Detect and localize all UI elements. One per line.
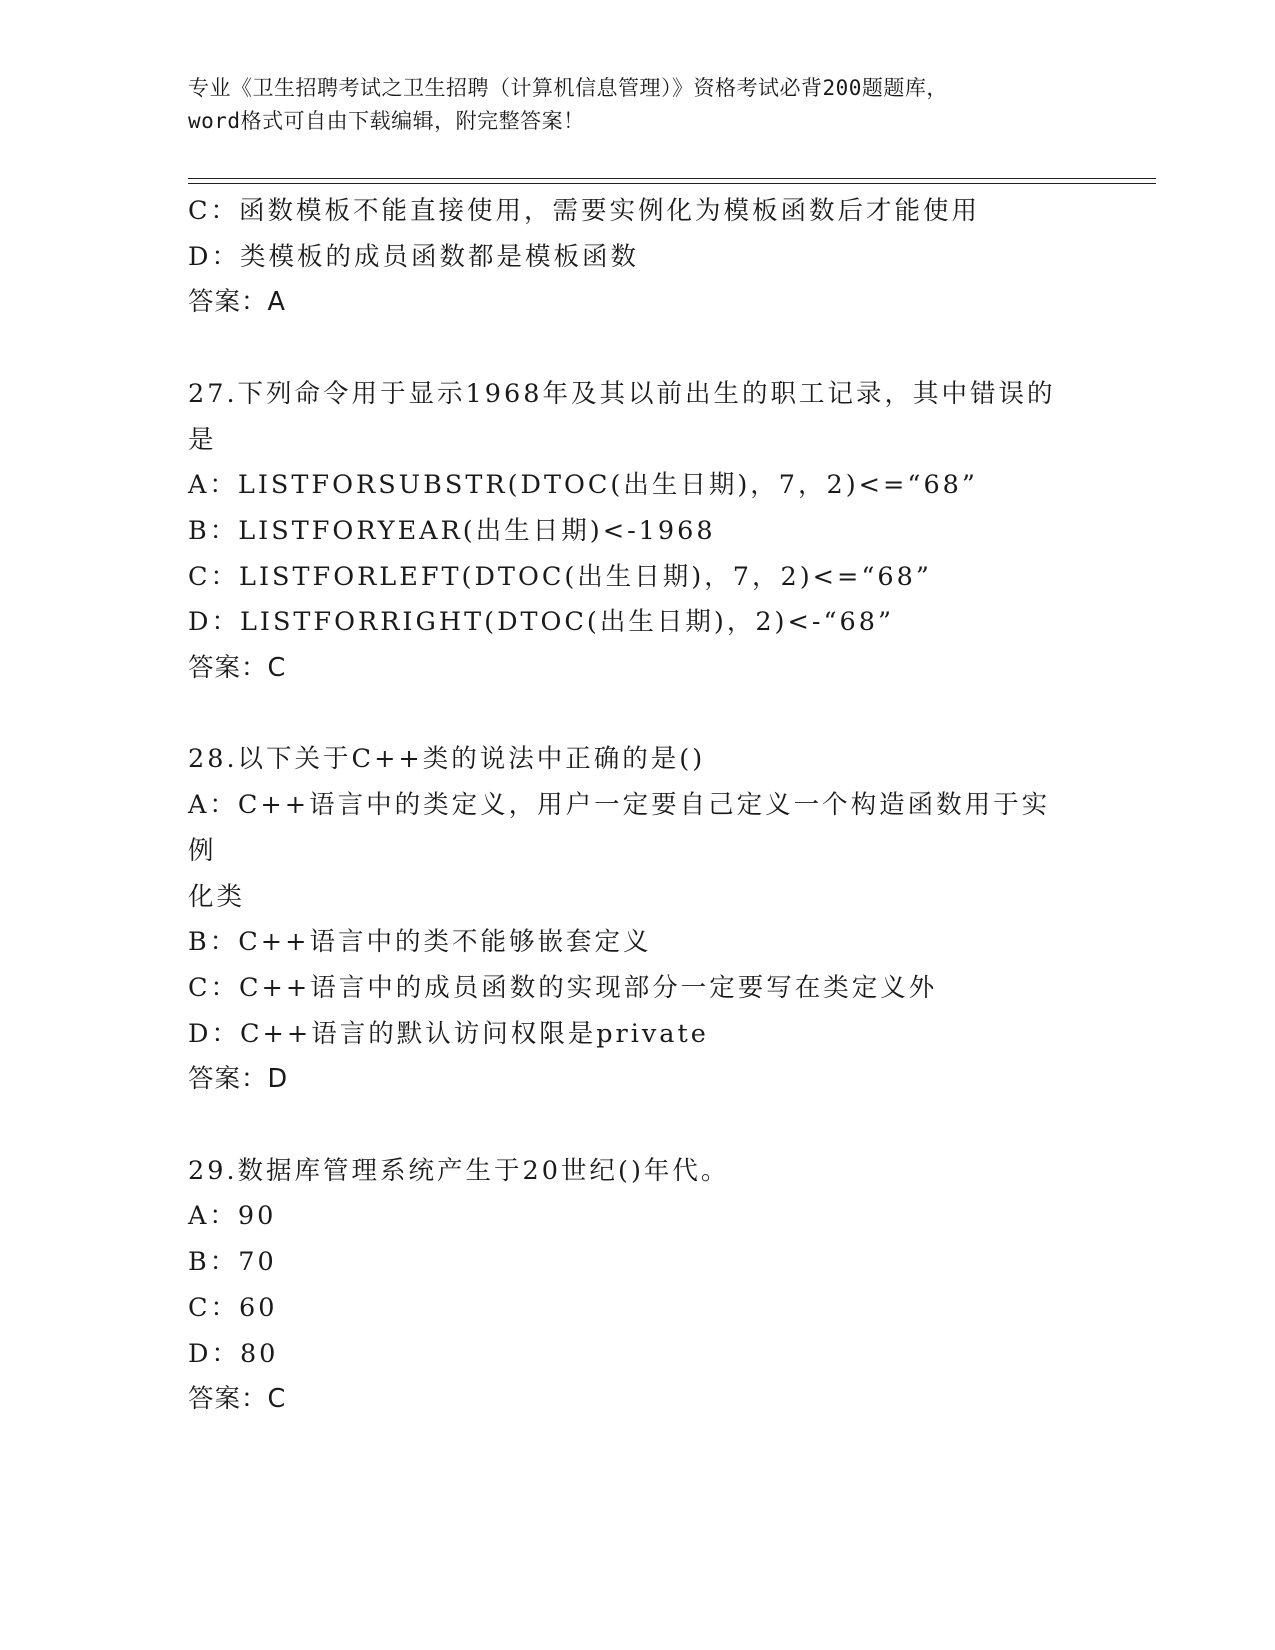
question-block-26 [188, 189, 1068, 326]
answer-line: 答案：C [188, 653, 287, 684]
document-body [188, 189, 1068, 1423]
answer-line: 答案：D [188, 1064, 289, 1095]
header-line-1: 专业《卫生招聘考试之卫生招聘（计算机信息管理）》资格考试必背200题题库， [188, 76, 948, 100]
question-stem: 27.下列命令用于显示1968年及其以前出生的职工记录，其中错误的 [188, 378, 1056, 409]
question-block-27 [188, 372, 1068, 692]
option-a: A：90 [188, 1201, 277, 1232]
answer-line: 答案：C [188, 1384, 287, 1415]
spacer [188, 1103, 1068, 1149]
question-stem: 29.数据库管理系统产生于20世纪()年代。 [188, 1155, 730, 1186]
option-c: C：60 [188, 1292, 278, 1323]
option-a: A：LISTFORSUBSTR(DTOC(出生日期)，7，2)<=“68” [188, 470, 978, 501]
option-d: D：LISTFORRIGHT(DTOC(出生日期)，2)<-“68” [188, 607, 895, 638]
option-b: B：LISTFORYEAR(出生日期)<-1968 [188, 515, 716, 546]
spacer [188, 692, 1068, 738]
option-d: D：类模板的成员函数都是模板函数 [188, 241, 639, 272]
option-d: D：C++语言的默认访问权限是private [188, 1018, 709, 1049]
answer-line: 答案：A [188, 287, 286, 318]
question-block-28 [188, 737, 1068, 1103]
question-block-29 [188, 1149, 1068, 1423]
option-a: A：C++语言中的类定义，用户一定要自己定义一个构造函数用于实例 [188, 790, 1051, 866]
option-c: C：C++语言中的成员函数的实现部分一定要写在类定义外 [188, 972, 938, 1003]
option-b: B：C++语言中的类不能够嵌套定义 [188, 927, 652, 958]
option-d: D：80 [188, 1338, 279, 1369]
question-stem: 28.以下关于C++类的说法中正确的是() [188, 744, 706, 775]
option-c: C：函数模板不能直接使用，需要实例化为模板函数后才能使用 [188, 196, 981, 226]
header-divider-bottom [188, 183, 1156, 184]
header-line-2: word格式可自由下载编辑，附完整答案！ [188, 109, 585, 133]
option-c: C：LISTFORLEFT(DTOC(出生日期)，7，2)<=“68” [188, 561, 932, 592]
header-divider-top [188, 178, 1156, 179]
spacer [188, 326, 1068, 372]
option-a-continued: 化类 [188, 881, 246, 912]
option-b: B：70 [188, 1247, 277, 1278]
question-stem-continued: 是 [188, 424, 217, 455]
document-header [188, 72, 1088, 138]
